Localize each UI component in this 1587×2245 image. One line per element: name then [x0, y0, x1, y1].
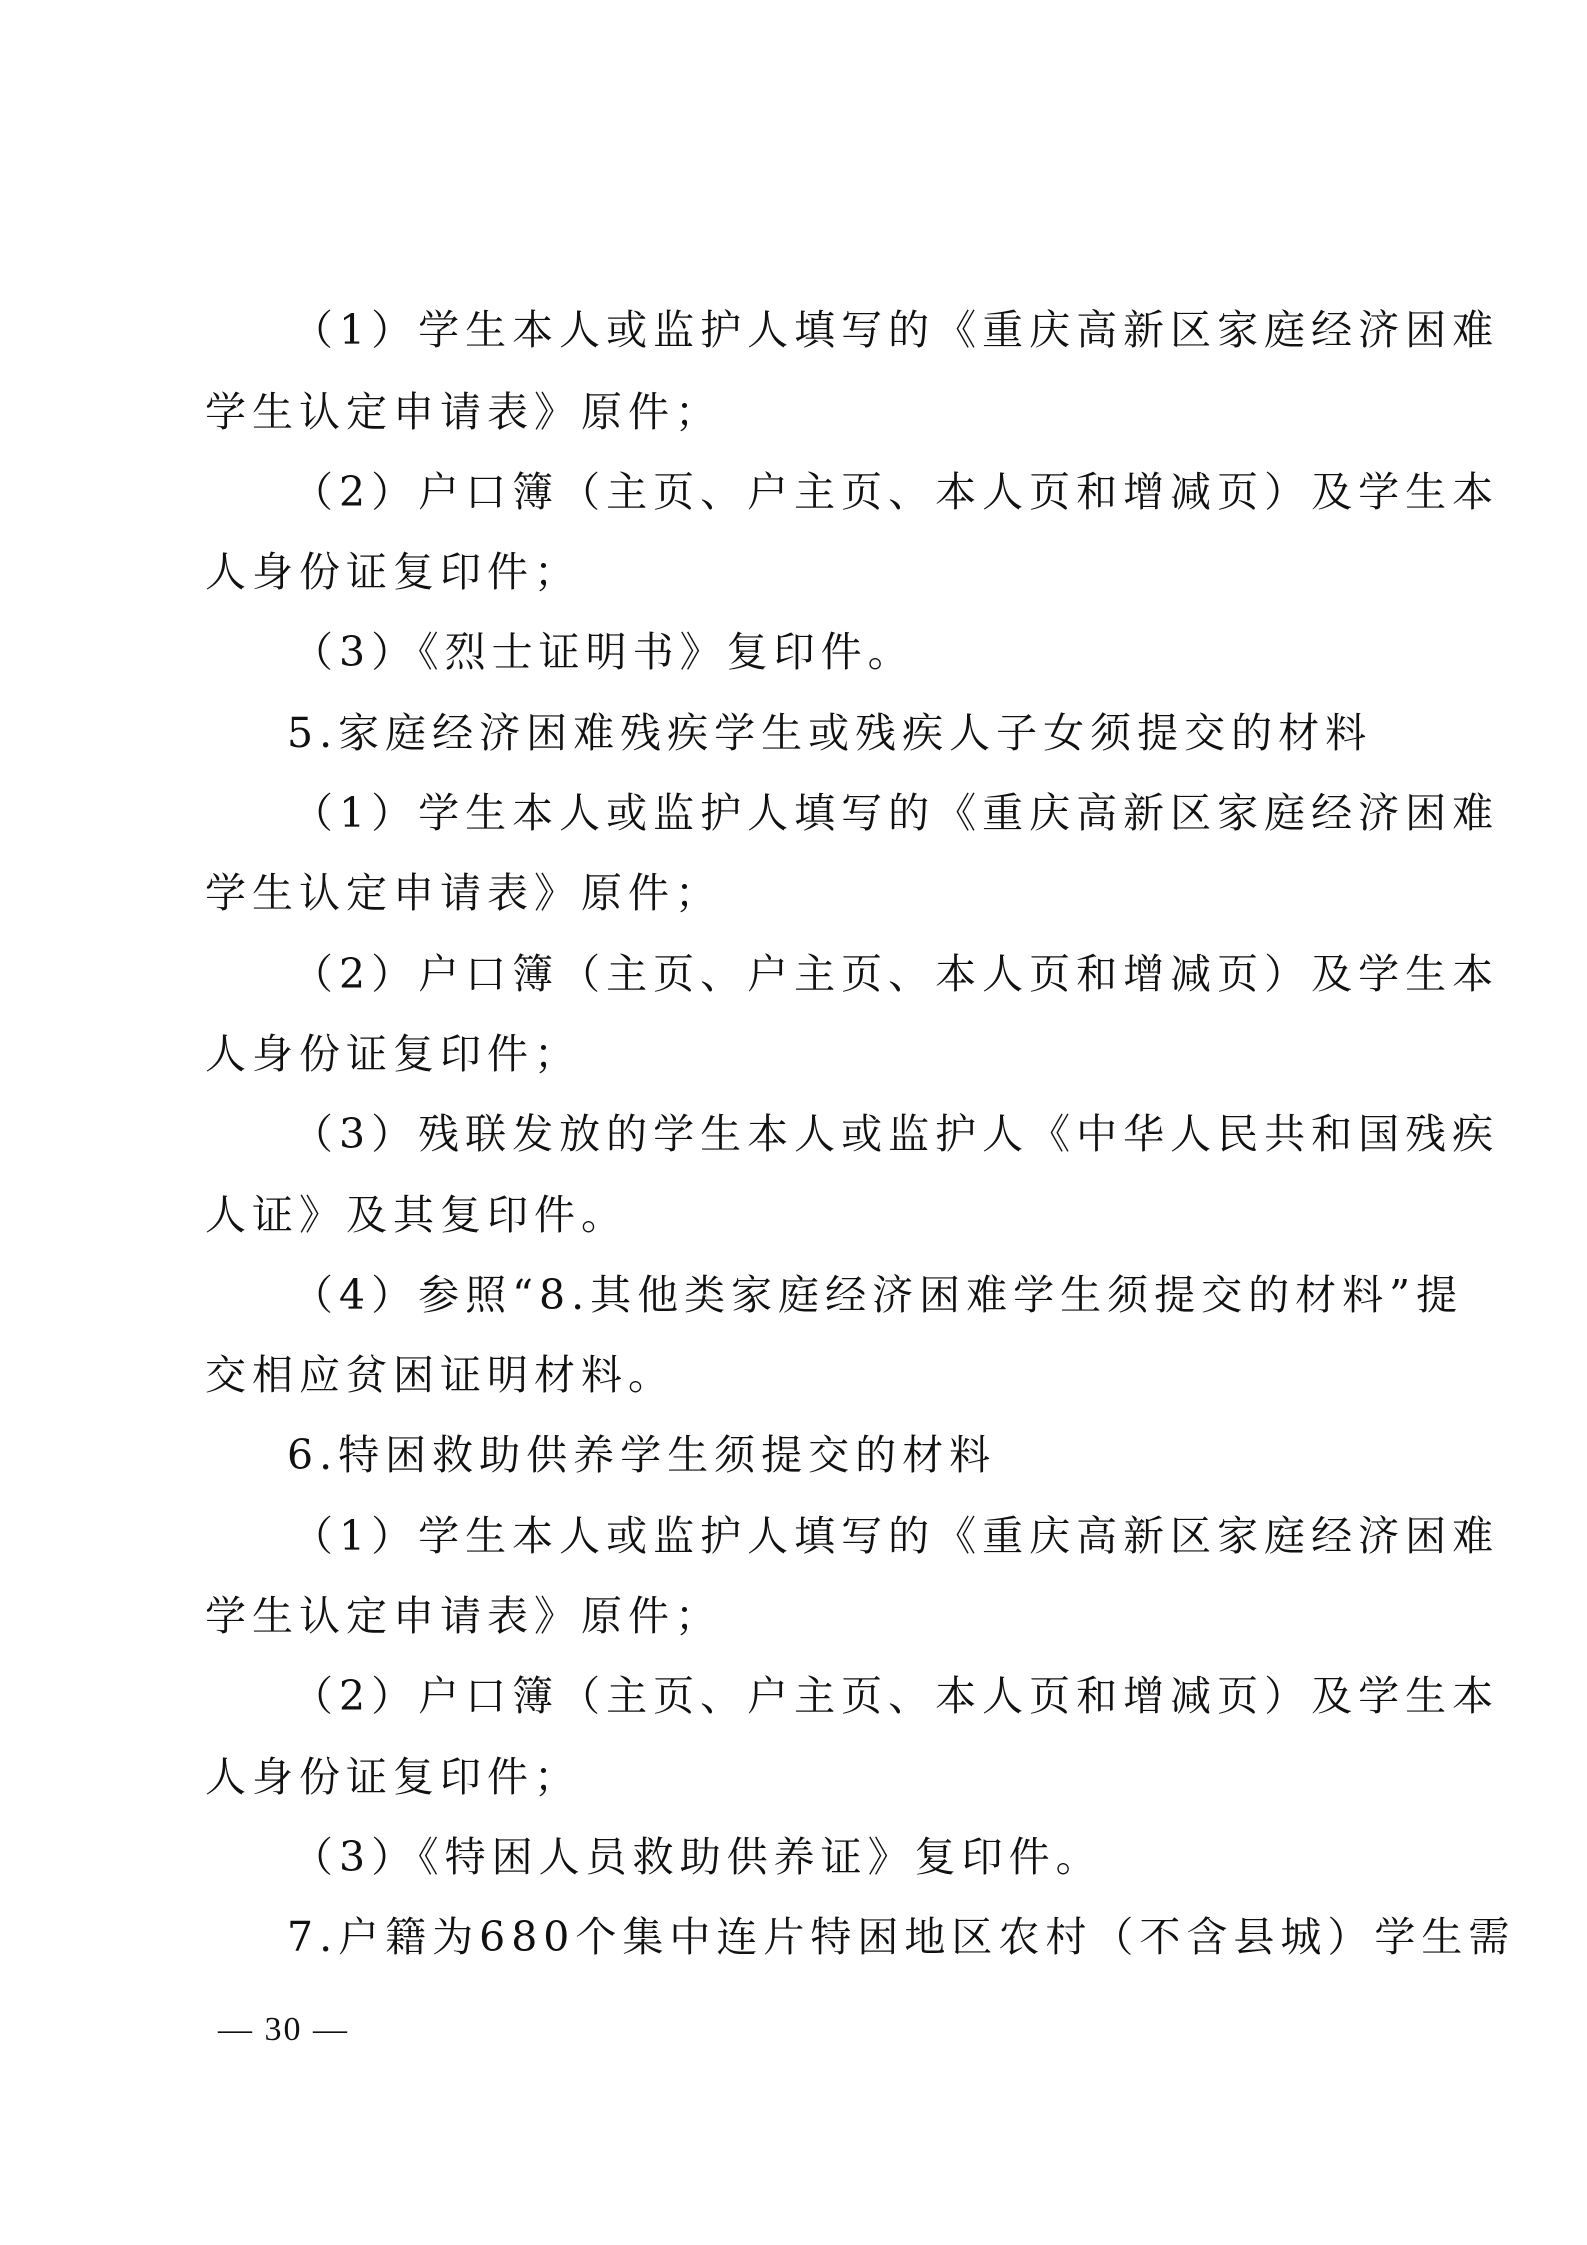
- text-line: （1）学生本人或监护人填写的《重庆高新区家庭经济困难: [292, 306, 1500, 354]
- text-line: （4）参照“8.其他类家庭经济困难学生须提交的材料”提: [292, 1271, 1464, 1319]
- text-line: （2）户口簿（主页、户主页、本人页和增减页）及学生本: [292, 950, 1500, 998]
- text-line: （3）残联发放的学生本人或监护人《中华人民共和国残疾: [292, 1110, 1500, 1158]
- text-line: 人身份证复印件；: [205, 1030, 581, 1078]
- text-line: （2）户口簿（主页、户主页、本人页和增减页）及学生本: [292, 468, 1500, 516]
- text-line: 人证》及其复印件。: [205, 1191, 628, 1239]
- section-heading: 5.家庭经济困难残疾学生或残疾人子女须提交的材料: [287, 709, 1373, 757]
- text-line: 人身份证复印件；: [205, 1753, 581, 1801]
- section-heading: 6.特困救助供养学生须提交的材料: [287, 1431, 997, 1479]
- text-line: （3）《烈士证明书》复印件。: [292, 628, 915, 676]
- section-heading: 7.户籍为680个集中连片特困地区农村（不含县城）学生需: [287, 1913, 1516, 1961]
- text-line: 学生认定申请表》原件；: [205, 1592, 722, 1640]
- text-line: 学生认定申请表》原件；: [205, 388, 722, 436]
- text-line: （2）户口簿（主页、户主页、本人页和增减页）及学生本: [292, 1672, 1500, 1720]
- text-line: （3）《特困人员救助供养证》复印件。: [292, 1833, 1103, 1881]
- text-line: 交相应贫困证明材料。: [205, 1351, 675, 1399]
- page-number: — 30 —: [218, 2011, 349, 2048]
- text-line: 学生认定申请表》原件；: [205, 869, 722, 917]
- text-line: （1）学生本人或监护人填写的《重庆高新区家庭经济困难: [292, 789, 1500, 837]
- text-line: （1）学生本人或监护人填写的《重庆高新区家庭经济困难: [292, 1512, 1500, 1560]
- text-line: 人身份证复印件；: [205, 548, 581, 596]
